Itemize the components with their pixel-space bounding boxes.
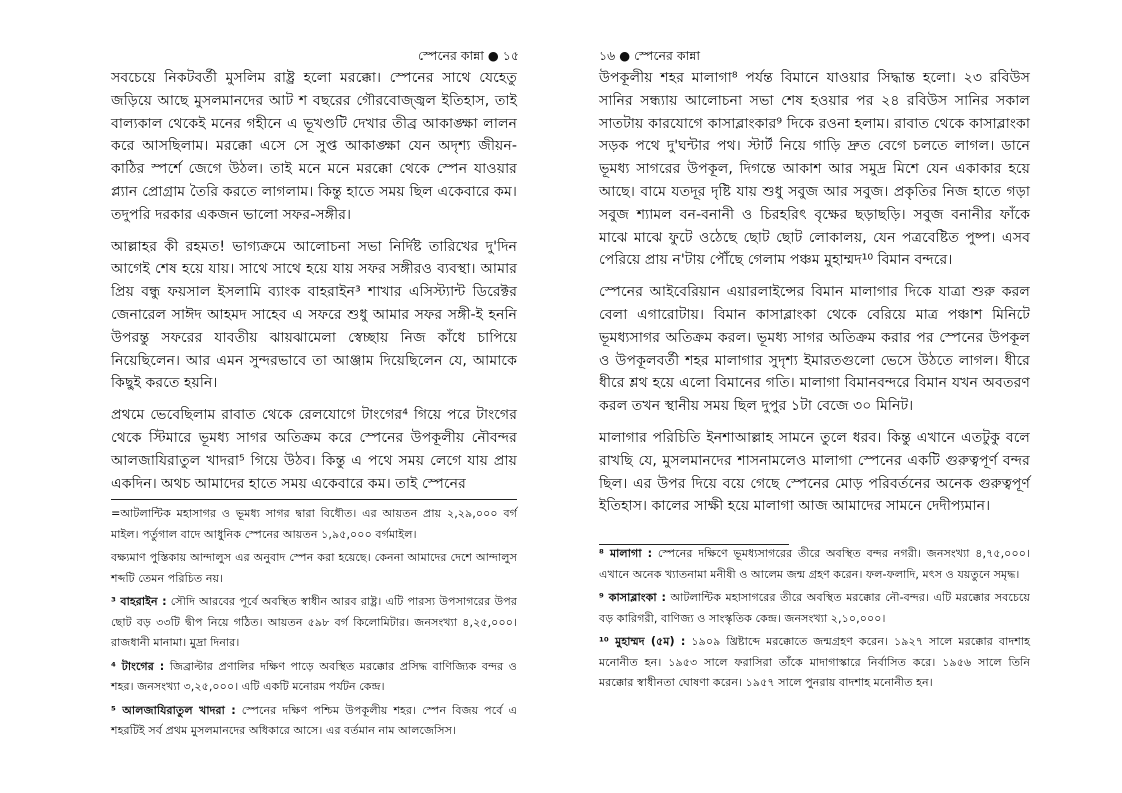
footnote-bahrain: ³ বাহরাইন : সৌদি আরবের পূর্বে অবস্থিত স্বাধীন আরব রাষ্ট্র। এটি পারস্য উপসাগরের উপর ছোট বড় ৩৩টি দ্বীপ নিয়ে গঠিত। আয়তন ৫৯৮ বর্গ কিলোমিটার। জনসংখ্যা ৪,২৫,০০০। রাজধানী মানামা। মুদ্রা দিনার।: [111, 595, 517, 649]
paragraph: উপকূলীয় শহর মালাগা⁸ পর্যন্ত বিমানে যাওয়ার সিদ্ধান্ত হলো। ২৩ রবিউস সানির সন্ধ্যায় আলোচনা সভা শেষ হওয়ার পর ২৪ রবিউস সানির সকাল সাতটায় কারযোগে কাসাব্লাংকার⁹ দিকে রওনা হলাম। রাবাত থেকে কাসাব্লাংকা সড়ক পথে দু'ঘন্টার পথ। স্টার্ট নিয়ে গাড়ি দ্রুত বেগে চলতে লাগল। ডানে ভূমধ্য সাগরের উপকূল, দিগন্তে আকাশ আর সমুদ্র মিশে যেন একাকার হয়ে আছে। বামে যতদূর দৃষ্টি যায় শুধু সবুজ আর সবুজ। প্রকৃতির নিজ হাতে গড়া সবুজ শ্যামল বন-বনানী ও চিরহরিৎ বৃক্ষের ছড়াছড়ি। সবুজ বনানীর ফাঁকে মাঝে মাঝে ফুটে ওঠেছে ছোট ছোট লোকালয়, যেন পত্রবেষ্টিত পুষ্প। এসব পেরিয়ে প্রায় ন'টায় পৌঁছে গেলাম পঞ্চম মুহাম্মদ¹⁰ বিমান বন্দরে।: [599, 70, 1030, 269]
body-text: [111, 67, 517, 504]
footnote-algeciras: ⁵ আলজাযিরাতুল খাদরা : স্পেনের দক্ষিণ পশ্চিম উপকূলীয় শহর। স্পেন বিজয় পর্বে এ শহরটিই সর্ব প্রথম মুসলমানদের অধিকারে আসে। এর বর্তমান নাম আলজেসিস।: [111, 703, 517, 737]
footnote-muhammad-v: ¹⁰ মুহাম্মদ (৫ম) : ১৯০৯ খ্রিষ্টাব্দে মরক্কোতে জন্মগ্রহণ করেন। ১৯২৭ সালে মরক্কোর বাদশাহ মনোনীত হন। ১৯৫৩ সালে ফরাসিরা তাঁকে মাদাগাস্কারে নির্বাসিত করে। ১৯৫৬ সালে তিনি মরক্কোর স্বাধীনতা ঘোষণা করেন। ১৯৫৭ সালে পুনরায় বাদশাহ মনোনীত হন।: [599, 635, 1030, 689]
right-page: [561, 0, 1122, 793]
page-header: ১৬ ● স্পেনের কান্না: [599, 48, 700, 63]
footnote-divider: [111, 499, 517, 500]
body-text: [599, 67, 1030, 527]
footnote-tangier: ⁴ টাংগের : জিব্রাল্টার প্রণালির দক্ষিণ পাড়ে অবস্থিত মরক্কোর প্রসিদ্ধ বাণিজ্যিক বন্দর ও শহর। জনসংখ্যা ৩,২৫,০০০। এটি একটি মনোরম পর্যটন কেন্দ্র।: [111, 659, 517, 693]
paragraph: স্পেনের আইবেরিয়ান এয়ারলাইন্সের বিমান মালাগার দিকে যাত্রা শুরু করল বেলা এগারোটায়। বিমান কাসাব্লাংকা থেকে বেরিয়ে মাত্র পঞ্চাশ মিনিটে ভূমধ্যসাগর অতিক্রম করল। ভূমধ্য সাগর অতিক্রম করার পর স্পেনের উপকূল ও উপকূলবর্তী শহর মালাগার সুদৃশ্য ইমারতগুলো ভেসে উঠতে লাগল। ধীরে ধীরে শ্লথ হয়ে এলো বিমানের গতি। মালাগা বিমানবন্দরে বিমান যখন অবতরণ করল তখন স্থানীয় সময় ছিল দুপুর ১টা বেজে ৩০ মিনিট।: [599, 284, 1030, 415]
paragraph: আল্লাহর কী রহমত! ভাগ্যক্রমে আলোচনা সভা নির্দিষ্ট তারিখের দু'দিন আগেই শেষ হয়ে যায়। সাথে সাথে হয়ে যায় সফর সঙ্গীরও ব্যবস্থা। আমার প্রিয় বন্ধু ফয়সাল ইসলামি ব্যাংক বাহরাইন³ শাখার এসিস্ট্যান্ট ডিরেক্টর জেনারেল সাঈদ আহমদ সাহেব এ সফরে শুধু আমার সফর সঙ্গী-ই হননি উপরন্তু সফরের যাবতীয় ঝায়ঝামেলা স্বেচ্ছায় নিজ কাঁধে চাপিয়ে নিয়েছিলেন। আর এমন সুন্দরভাবে তা আঞ্জাম দিয়েছিলেন যে, আমাকে কিছুই করতে হয়নি।: [111, 238, 517, 392]
page-header: স্পেনের কান্না ● ১৫: [418, 48, 519, 63]
footnote: বক্ষ্যমাণ পুস্তিকায় আন্দালুস এর অনুবাদ স্পেন করা হয়েছে। কেননা আমাদের দেশে আন্দালুস শব্দটি তেমন পরিচিত নয়।: [111, 551, 517, 585]
footnote-malaga: ⁸ মালাগা : স্পেনের দক্ষিণে ভূমধ্যসাগরের তীরে অবস্থিত বন্দর নগরী। জনসংখ্যা ৪,৭৫,০০০। এখানে অনেক খ্যাতনামা মনীষী ও আলেম জন্ম গ্রহণ করেন। ফল-ফলাদি, মৎস ও যয়তুনে সমৃদ্ধ।: [599, 547, 1030, 581]
footnotes: [599, 544, 1030, 697]
paragraph: মালাগার পরিচিতি ইনশাআল্লাহ সামনে তুলে ধরব। কিন্তু এখানে এতটুকু বলে রাখছি যে, মুসলমানদের শাসনামলেও মালাগা স্পেনের একটি গুরুত্বপূর্ণ বন্দর ছিল। এর উপর দিয়ে বয়ে গেছে স্পেনের মোড় পরিবর্তনের অনেক গুরুত্বপূর্ণ ইতিহাস। কালের সাক্ষী হয়ে মালাগা আজ আমাদের সামনে দেদীপ্যমান।: [599, 429, 1030, 515]
footnotes: [111, 504, 517, 745]
paragraph: সবচেয়ে নিকটবর্তী মুসলিম রাষ্ট্র হলো মরক্কো। স্পেনের সাথে যেহেতু জড়িয়ে আছে মুসলমানদের আট শ বছরের গৌরবোজ্জ্বল ইতিহাস, তাই বাল্যকাল থেকেই মনের গহীনে এ ভূখণ্ডটি দেখার তীব্র আকাঙ্ক্ষা লালন করে আসছিলাম। মরক্কো এসে সে সুপ্ত আকাঙ্ক্ষা যেন অদৃশ্য জীয়ন-কাঠির স্পর্শে জেগে উঠল। তাই মনে মনে মরক্কো থেকে স্পেন যাওয়ার প্ল্যান প্রোগ্রাম তৈরি করতে লাগলাম। কিন্তু হাতে সময় ছিল একেবারে কম। তদুপরি দরকার একজন ভালো সফর-সঙ্গীর।: [111, 70, 517, 223]
footnote-casablanca: ⁹ কাসাব্লাংকা : আটলান্টিক মহাসাগরের তীরে অবস্থিত মরক্কোর নৌ-বন্দর। এটি মরক্কোর সবচেয়ে বড় কারিগরী, বাণিজ্য ও সাংস্কৃতিক কেন্দ্র। জনসংখ্যা ২,১০,০০০।: [599, 591, 1030, 625]
footnote: =আটলান্টিক মহাসাগর ও ভূমধ্য সাগর দ্বারা বিধৌত। এর আয়তন প্রায় ২,২৯,০০০ বর্গ মাইল। পর্তুগাল বাদে আধুনিক স্পেনের আয়তন ১,৯৫,০০০ বর্গমাইল।: [111, 507, 517, 541]
paragraph: প্রথমে ভেবেছিলাম রাবাত থেকে রেলযোগে টাংগের⁴ গিয়ে পরে টাংগের থেকে স্টিমারে ভূমধ্য সাগর অতিক্রম করে স্পেনের উপকূলীয় নৌবন্দর আলজাযিরাতুল খাদরা⁵ গিয়ে উঠব। কিন্তু এ পথে সময় লেগে যায় প্রায় একদিন। অথচ আমাদের হাতে সময় একেবারে কম। তাই স্পেনের: [111, 407, 517, 492]
